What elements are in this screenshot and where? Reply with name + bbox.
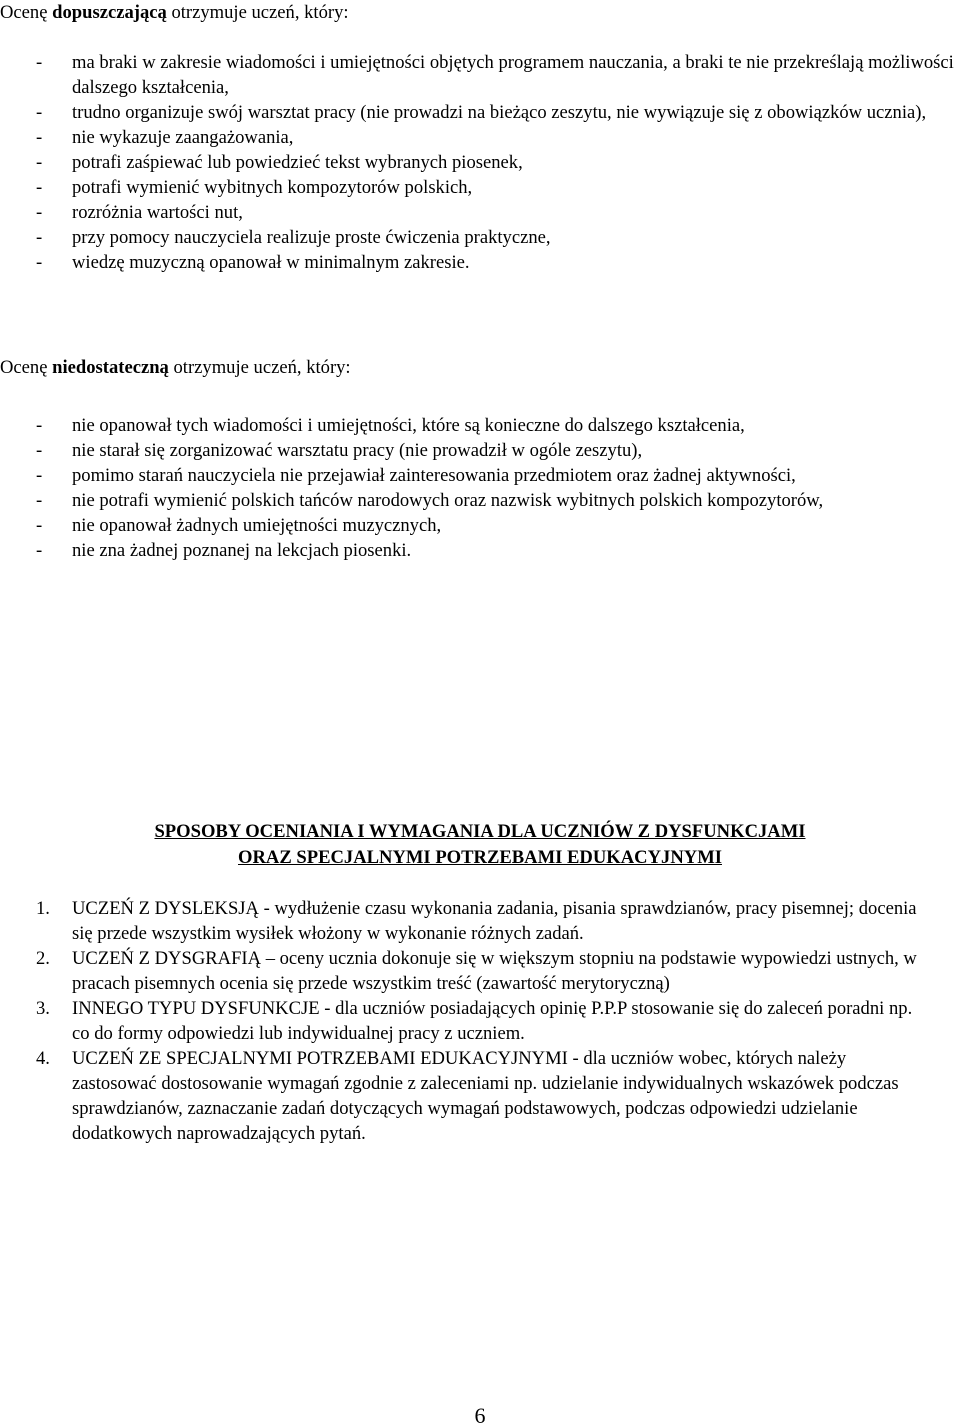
grade-niedostateczna-list [0,413,960,563]
list-item: - potrafi wymienić wybitnych kompozytorów polskich, [36,177,473,198]
list-item: - ma braki w zakresie wiadomości i umiejętności objętych programem nauczania, a braki te nie przekreślają możliwości dalszego kształcenia, [36,52,954,98]
grade-name: niedostateczną [52,357,169,378]
page-number: 6 [474,1403,486,1428]
intro-prefix: Ocenę [0,357,53,378]
dysfunction-list [0,896,960,1146]
section-title-line-2: ORAZ SPECJALNYMI POTRZEBAMI EDUKACYJNYMI [238,847,722,868]
list-item: - rozróżnia wartości nut, [36,202,243,223]
list-item: - przy pomocy nauczyciela realizuje proste ćwiczenia praktyczne, [36,227,551,248]
intro-prefix: Ocenę [0,2,53,23]
list-item: - wiedzę muzyczną opanował w minimalnym zakresie. [36,252,470,273]
list-item: - nie starał się zorganizować warsztatu pracy (nie prowadził w ogóle zeszytu), [36,440,643,461]
list-item: - trudno organizuje swój warsztat pracy (nie prowadzi na bieżąco zeszytu, nie wywiązuje się z obowiązków ucznia), [36,102,927,123]
list-item: - nie potrafi wymienić polskich tańców narodowych oraz nazwisk wybitnych polskich kompozytorów, [36,490,824,511]
list-item: - nie zna żadnej poznanej na lekcjach piosenki. [36,540,412,561]
grade-dopuszczajaca-intro [0,0,349,25]
list-item: - nie wykazuje zaangażowania, [36,127,294,148]
section-title-line-1: SPOSOBY OCENIANIA I WYMAGANIA DLA UCZNIÓW Z DYSFUNKCJAMI [154,821,806,842]
numbered-item: 2. UCZEŃ Z DYSGRAFIĄ – oceny ucznia dokonuje się w większym stopniu na podstawie wypowiedzi ustnych, w pracach pisemnych ocenia się przede wszystkim treść (zawartość merytoryczną) [36,948,917,994]
intro-suffix: otrzymuje uczeń, który: [168,357,351,378]
list-item: - pomimo starań nauczyciela nie przejawiał zainteresowania przedmiotem oraz żadnej aktywności, [36,465,796,486]
list-item: - potrafi zaśpiewać lub powiedzieć tekst wybranych piosenek, [36,152,523,173]
grade-niedostateczna-intro [0,355,351,380]
grade-dopuszczajaca-list [0,50,960,275]
numbered-item: 1. UCZEŃ Z DYSLEKSJĄ - wydłużenie czasu wykonania zadania, pisania sprawdzianów, pracy pisemnej; docenia się przede wszystkim wysiłek włożony w wykonanie różnych zadań. [36,898,917,944]
intro-suffix: otrzymuje uczeń, który: [166,2,349,23]
grade-name: dopuszczającą [52,2,167,23]
list-item: - nie opanował żadnych umiejętności muzycznych, [36,515,442,536]
numbered-item: 4. UCZEŃ ZE SPECJALNYMI POTRZEBAMI EDUKACYJNYMI - dla uczniów wobec, których należy zastosować dostosowanie wymagań zgodnie z zaleceniami np. udzielanie indywidualnych wskazówek podczas sprawdzianów, zaznaczanie zadań dotyczących wymagań podstawowych, podczas odpowiedzi udzielanie dodatkowych naprowadzających pytań. [36,1048,899,1144]
numbered-item: 3. INNEGO TYPU DYSFUNKCJE - dla uczniów posiadających opinię P.P.P stosowanie się do zaleceń poradni np. co do formy odpowiedzi lub indywidualnej pracy z uczniem. [36,998,913,1044]
list-item: - nie opanował tych wiadomości i umiejętności, które są konieczne do dalszego kształcenia, [36,415,745,436]
